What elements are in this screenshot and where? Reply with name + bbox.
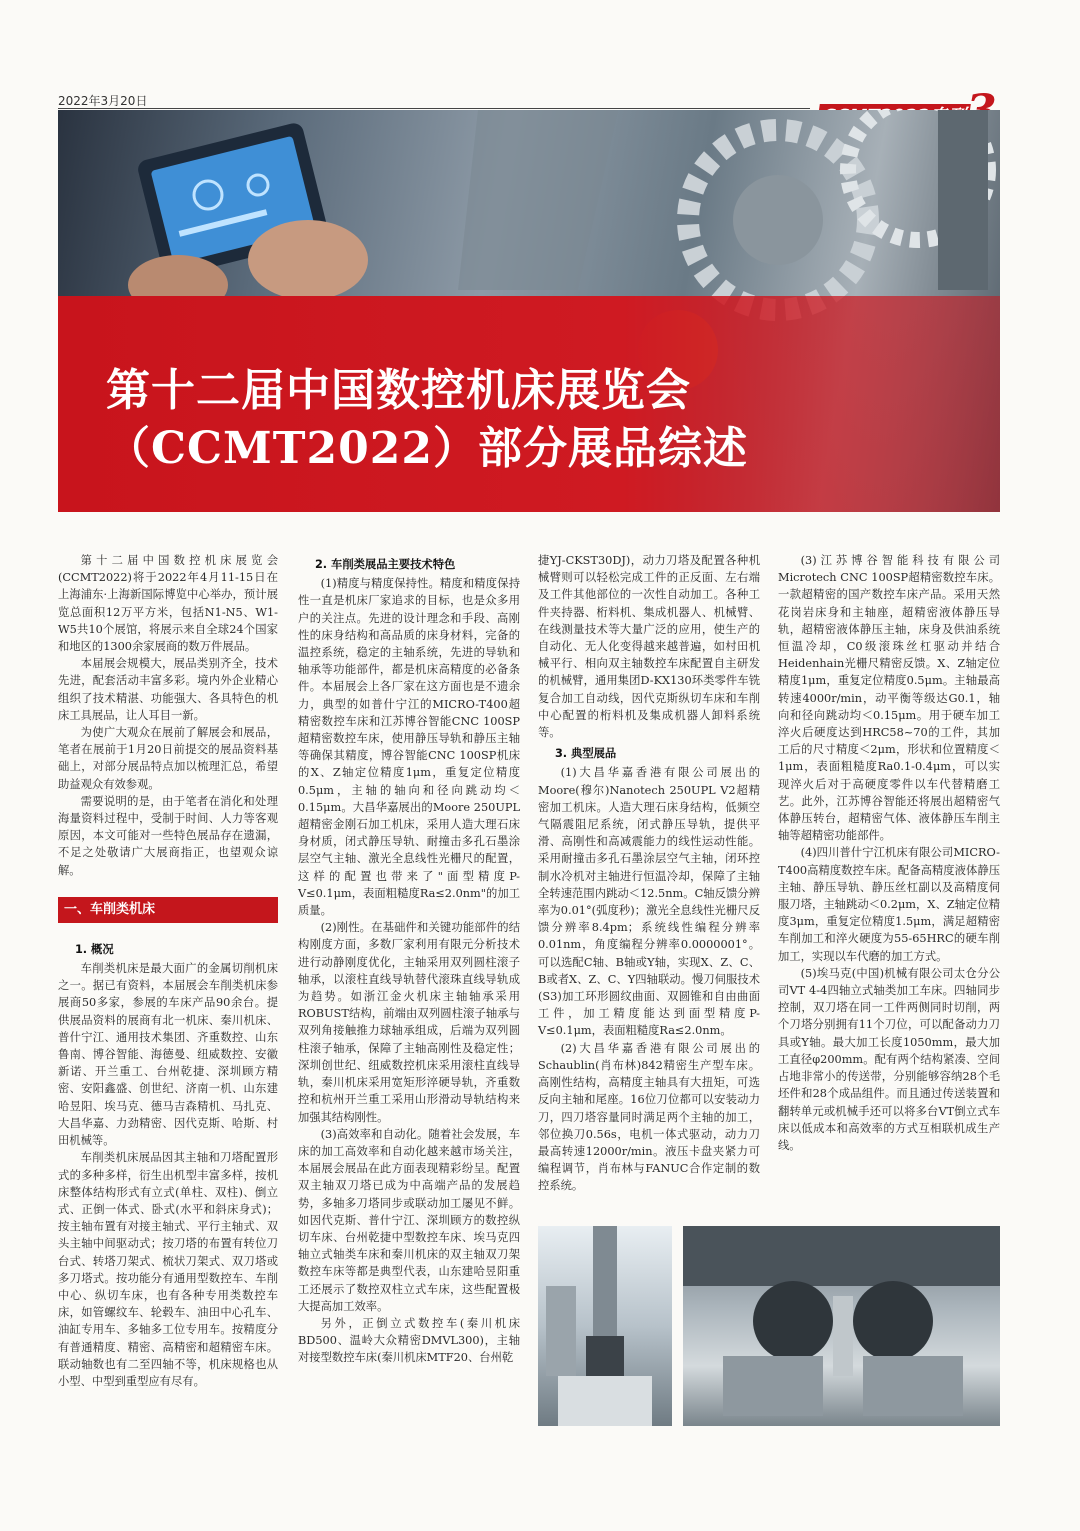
paragraph: (5)埃马克(中国)机械有限公司太仓分公司VT 4-4四轴立式轴类加工车床。四轴同步控制，双刀塔在同一工件两侧同时切削，两个刀塔分别拥有11个刀位，可以配备动力刀具或Y轴。最大加工长度1050mm，最大加工直径φ200mm。配有两个结构紧凑、空间占地非常小的传送带，分别能够容纳28个毛坯件和28个成品组件。而且通过传送装置和翻转单元或机械手还可以将多台VT倒立式车床以低成本和高效率的方式互相联机成生产线。 [778, 966, 1000, 1152]
subheading: 3. 典型展品 [554, 747, 617, 761]
subheading: 2. 车削类展品主要技术特色 [314, 558, 456, 571]
paragraph: (2)刚性。在基础件和关键功能部件的结构刚度方面，多数厂家利用有限元分析技术进行动静刚度优化，主轴采用双列圆柱滚子轴承，以滚柱直线导轨替代滚珠直线导轨成为趋势。如浙江金火机床主轴轴承采用ROBUST结构，前端由双列圆柱滚子轴承与双列角接触推力球轴承组成，后端为双列圆柱滚子轴承，保障了主轴高刚性及稳定性；深圳创世纪、纽威数控机床采用滚柱直线导轨，秦川机床采用宽矩形淬硬导轨，齐重数控和杭州开兰重工采用山形滑动导轨结构来加强其结构刚性。 [298, 921, 520, 1124]
paragraph: 捷YJ-CKST30DJ)，动力刀塔及配置各种机械臂则可以轻松完成工件的正反面、左右端及工件其他部位的一次性自动加工。各种工件夹持器、桁料机、集成机器人、机械臂、在线测量技术等大量广泛的应用，使生产的自动化、无人化变得越来越普遍，如村田机械平行、相向双主轴数控车床配置自主研发的机械臂，通用集团D-KX130环类零件车铣复合加工自动线，因代克斯纵切车床和车削中心配置的桁料机及集成机器人卸料系统等。 [538, 554, 760, 740]
paragraph: (1)大昌华嘉香港有限公司展出的Moore(穆尔)Nanotech 250UPL V2超精密加工机床。人造大理石床身结构，低频空气隔震阻尼系统，闭式静压导轨，提供平滑、高刚性和高减震能力的线性运动性能。采用耐撞击多孔石墨涂层空气主轴，闭环控制水冷机对主轴进行恒温冷却，保障了主轴全转速范围内跳动＜12.5nm。C轴反馈分辨率为0.01°(弧度秒)；激光全息线性光栅尺反馈分辨率8.4pm；系统线性编程分辨率0.01nm，角度编程分辨率0.0000001°。可以选配C轴、B轴或Y轴，实现X、Z、C、B或者X、Z、C、Y四轴联动。慢刀伺服技术(S3)加工环形圆纹曲面、双圆锥和自由曲面工件，加工精度能达到面型精度P-V≤0.1μm，表面粗糙度Ra≤2.0nm。 [538, 766, 760, 1038]
paragraph: 车削类机床展品因其主轴和刀塔配置形式的多种多样，衍生出机型丰富多样，按机床整体结构形式有立式(单柱、双柱)、倒立式、正倒一体式、卧式(水平和斜床身式)；按主轴布置有对接主轴式、平行主轴式、双头主轴中间驱动式；按刀塔的布置有转位刀台式、转塔刀架式、梳状刀架式、双刀塔或多刀塔式。按功能分有通用型数控车、车削中心、纵切车床，也有各种专用类数控车床，如管螺纹车、轮毂车、油田中心孔车、油缸专用车、多轴多工位专用车。按精度分有普通精度、精密、高精密和超精密车床。联动轴数也有二至四轴不等，机床规格也从小型、中型到重型应有尽有。 [58, 1151, 278, 1388]
paragraph: 本届展会规模大，展品类别齐全，技术先进，配套活动丰富多彩。境内外企业精心组织了技术精湛、功能强大、各具特色的机床工具展品，让人耳目一新。 [58, 657, 278, 722]
column-2 [298, 552, 520, 1367]
paragraph: 第十二届中国数控机床展览会(CCMT2022)将于2022年4月11-15日在上海浦东·上海新国际博览中心举办，预计展览总面积12万平方米，包括N1-N5、W1-W5共10个展馆，将展示来自全球24个国家和地区的1300余家展商的数万件展品。 [58, 554, 278, 654]
subheading: 1. 概况 [74, 942, 114, 956]
paragraph: 车削类机床是最大面广的金属切削机床之一。据已有资料，本届展会车削类机床参展商50多家，参展的车床产品90余台。提供展品资料的展商有北一机床、秦川机床、普什宁江、通用技术集团、齐重数控、山东鲁南、博谷智能、海德曼、纽威数控、安徽新诺、开兰重工、台州乾捷、深圳顾方精密、安阳鑫盛、创世纪、济南一机、山东建哈昱阳、埃马克、德马吉森精机、马扎克、大昌华嘉、力劲精密、因代克斯、哈斯、村田机械等。 [58, 962, 278, 1148]
header-rule [58, 108, 810, 109]
paragraph: (3)高效率和自动化。随着社会发展，车床的加工高效率和自动化越来越市场关注，本届展会展品在此方面表现精彩纷呈。配置双主轴双刀塔已成为中高端产品的发展趋势，多轴多刀塔同步或联动加工屡见不鲜。如因代克斯、普什宁江、深圳顾方的数控纵切车床、台州乾捷中型数控车床、埃马克四轴立式轴类车床和秦川机床的双主轴双刀架数控车床等都是典型代表，山东建哈昱阳重工还展示了数控双柱立式车床，这些配置极大提高加工效率。 [298, 1127, 520, 1313]
paragraph: 需要说明的是，由于笔者在消化和处理海量资料过程中，受制于时间、人力等客观原因，本文可能对一些特色展品存在遗漏，不足之处敬请广大展商指正，也望观众谅解。 [58, 794, 278, 877]
header-date: 2022年3月20日 [58, 94, 148, 108]
spindle-illustration [538, 1226, 672, 1426]
column-4 [778, 552, 1000, 1154]
column-1 [58, 552, 278, 1390]
paragraph: (3)江苏博谷智能科技有限公司Microtech CNC 100SP超精密数控车床。一款超精密的国产数控车床产品。采用天然花岗岩床身和主轴座，超精密液体静压导轨，超精密液体静压主轴，床身及供油系统恒温冷却，C0级滚珠丝杠驱动并结合Heidenhain光栅尺精密反馈。X、Z轴定位精度1μm，重复定位精度0.5μm。主轴最高转速4000r/min，动平衡等级达G0.1，轴向和径向跳动均＜0.15μm。用于硬车加工淬火后硬度达到HRC58~70的工件，其加工后的尺寸精度＜2μm，形状和位置精度＜1μm，表面粗糙度Ra0.1-0.4μm，可以实现淬火后对于高硬度零件以车代替精磨工艺。此外，江苏博谷智能还将展出超精密气体静压转台，超精密气体、液体静压车削主轴等超精密功能部件。 [778, 554, 1000, 843]
paragraph: (2)大昌华嘉香港有限公司展出的Schaublin(肖布林)842精密生产型车床。高刚性结构，高精度主轴具有大扭矩，可选反向主轴和尾座。16位刀位都可以安装动力刀，四刀塔容量同时满足两个主轴的加工，邻位换刀0.56s，电机一体式驱动，动力刀最高转速12000r/min。液压卡盘夹紧力可编程调节，肖布林与FANUC合作定制的数控系统。 [538, 1041, 760, 1193]
hero-banner [58, 110, 1000, 512]
turret-illustration [683, 1226, 1000, 1426]
column-3 [538, 552, 760, 1195]
paragraph: 为使广大观众在展前了解展会和展品，笔者在展前于1月20日前提交的展品资料基础上，对部分展品特点加以梳理汇总，希望助益观众有效参观。 [58, 726, 278, 791]
machine-photo-2 [683, 1226, 1000, 1426]
paragraph: 另外，正倒立式数控车(秦川机床BD500、温岭大众精密DMVL300)，主轴对接型数控车床(秦川机床MTF20、台州乾 [298, 1316, 520, 1365]
paragraph: (4)四川普什宁江机床有限公司MICRO-T400高精度数控车床。配备高精度液体静压主轴、静压导轨、静压丝杠副以及高精度伺服刀塔，主轴跳动＜0.2μm，X、Z轴定位精度3μm，重复定位精度1.5μm，满足超精密车削加工和淬火硬度为55-65HRC的硬车削加工，实现以车代磨的加工方式。 [778, 846, 1000, 963]
hero-title-line-1: 第十二届中国数控机床展览会 [106, 365, 691, 416]
machine-photo-1 [538, 1226, 672, 1426]
section-banner: 一、车削类机床 [58, 897, 278, 923]
paragraph: (1)精度与精度保持性。精度和精度保持性一直是机床厂家追求的目标，也是众多用户的关注点。先进的设计理念和手段、高刚性的床身结构和高品质的床身材料，完备的温控系统，稳定的主轴系统，先进的导轨和轴承等功能部件，都是机床高精度的必备条件。本届展会上各厂家在这方面也是不遗余力，典型的如普什宁江的MICRO-T400超精密数控车床和江苏博谷智能CNC 100SP超精密数控车床，使用静压导轨和静压主轴等确保其精度，博谷智能CNC 100SP机床的X、Z轴定位精度1μm，重复定位精度0.5μm，主轴的轴向和径向跳动均＜0.15μm。大昌华嘉展出的Moore 250UPL超精密金刚石加工机床，采用人造大理石床身材质，闭式静压导轨、耐撞击多孔石墨涂层空气主轴、激光全息线性光栅尺的配置，这样的配置也带来了"面型精度P-V≤0.1μm，表面粗糙度Ra≤2.0nm"的加工质量。 [298, 577, 520, 918]
hero-title-line-2: （CCMT2022）部分展品综述 [106, 423, 748, 474]
